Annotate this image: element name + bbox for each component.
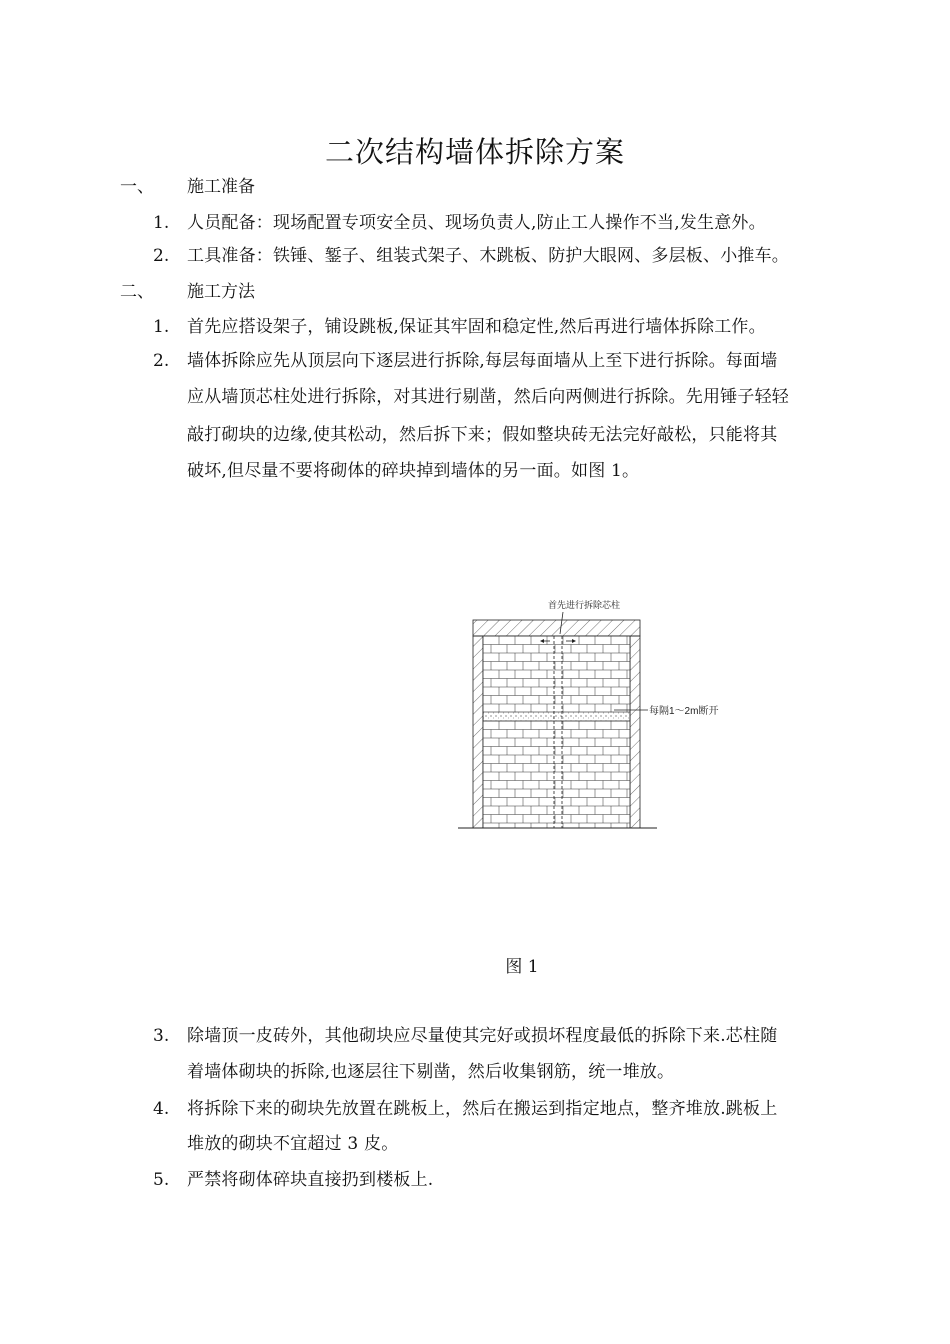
s2-item-2-line-3: 敲打砌块的边缘,使其松动，然后拆下来；假如整块砖无法完好敲松，只能将其	[187, 425, 778, 445]
document-title: 二次结构墙体拆除方案	[324, 135, 625, 169]
section-2-heading: 施工方法	[187, 282, 255, 302]
top-beam	[473, 620, 640, 636]
s2-item-1-text: 首先应搭设架子，铺设跳板,保证其牢固和稳定性,然后再进行墙体拆除工作。	[187, 317, 766, 337]
s2-item-5-number: 5.	[153, 1170, 170, 1190]
s2-item-1-number: 1.	[153, 317, 170, 337]
s2-item-2-line-2: 应从墙顶芯柱处进行拆除，对其进行剔凿，然后向两侧进行拆除。先用锤子轻轻	[187, 387, 789, 407]
s1-item-1-text: 人员配备：现场配置专项安全员、现场负责人,防止工人操作不当,发生意外。	[187, 213, 766, 233]
s1-item-2-text: 工具准备：铁锤、錾子、组装式架子、木跳板、防护大眼网、多层板、小推车。	[187, 246, 789, 266]
figure-side-label: 每隔1～2m断开	[649, 706, 719, 717]
s1-item-1-number: 1.	[153, 213, 170, 233]
brick-wall	[483, 636, 630, 828]
section-1-heading: 施工准备	[187, 177, 255, 197]
s2-item-3-line-2: 着墙体砌块的拆除,也逐层往下剔凿，然后收集钢筋，统一堆放。	[187, 1062, 675, 1082]
figure-caption: 图 1	[505, 957, 539, 977]
s1-item-2-number: 2.	[153, 246, 170, 266]
left-column	[473, 636, 483, 828]
section-2-number: 二、	[120, 282, 154, 302]
s2-item-2-line-1: 墙体拆除应先从顶层向下逐层进行拆除,每层每面墙从上至下进行拆除。每面墙	[187, 351, 778, 371]
section-1-number: 一、	[120, 177, 154, 197]
break-band	[483, 712, 630, 721]
s2-item-2-number: 2.	[153, 351, 170, 371]
s2-item-4-line-2: 堆放的砌块不宜超过 3 皮。	[187, 1134, 399, 1154]
wall-demolition-figure	[450, 590, 740, 840]
s2-item-2-line-4: 破坏,但尽量不要将砌体的碎块掉到墙体的另一面。如图 1。	[187, 461, 640, 481]
s2-item-3-number: 3.	[153, 1026, 170, 1046]
s2-item-4-number: 4.	[153, 1099, 170, 1119]
figure-top-label: 首先进行拆除芯柱	[548, 600, 621, 610]
s2-item-4-line-1: 将拆除下来的砌块先放置在跳板上，然后在搬运到指定地点，整齐堆放.跳板上	[187, 1099, 778, 1119]
right-column	[630, 636, 640, 828]
wall-body	[483, 636, 630, 828]
s2-item-5-text: 严禁将砌体碎块直接扔到楼板上.	[187, 1170, 434, 1190]
s2-item-3-line-1: 除墙顶一皮砖外，其他砌块应尽量使其完好或损坏程度最低的拆除下来.芯柱随	[187, 1026, 778, 1046]
